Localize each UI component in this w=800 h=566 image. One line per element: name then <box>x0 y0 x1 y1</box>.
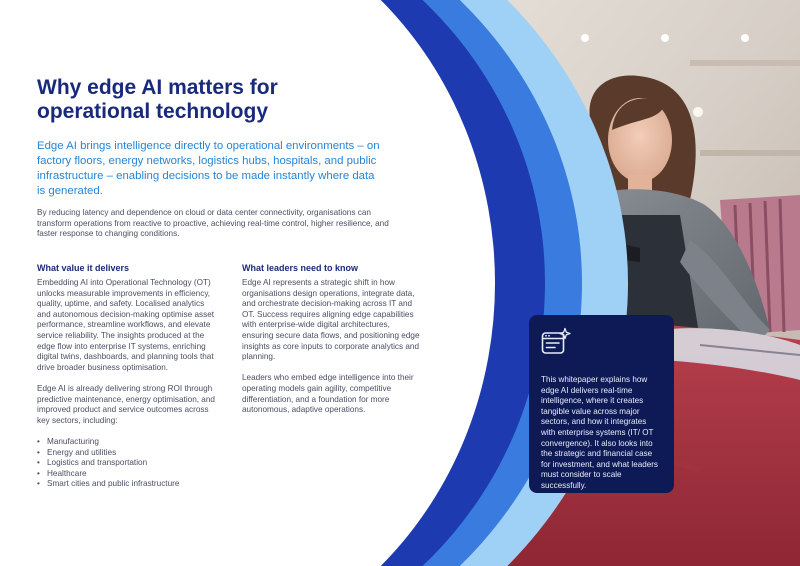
list-item: • Smart cities and public infrastructure <box>37 479 220 490</box>
leaders-paragraph-2: Leaders who embed edge intelligence into their operating models gain agility, competitive differentiation, and a foundation for more autonomous, adaptive operations. <box>242 373 414 415</box>
value-column <box>37 262 220 490</box>
value-heading: What value it delivers <box>37 263 130 273</box>
leaders-heading: What leaders need to know <box>242 263 359 273</box>
list-item: • Manufacturing <box>37 437 220 448</box>
callout-text: This whitepaper explains how edge AI delivers real-time intelligence, where it creates tangible value across major sectors, and how it integrates with enterprise systems (IT/ OT convergence). It also looks into the strategic and financial case for investment, and what leaders must consider to scale successfully. <box>541 375 658 490</box>
sector-list <box>37 437 220 490</box>
list-item: • Healthcare <box>37 469 220 480</box>
list-item: • Logistics and transportation <box>37 458 220 469</box>
lead-paragraph: Edge AI brings intelligence directly to operational environments – on factory floors, energy networks, logistics hubs, hospitals, and public infrastructure – enabling decisions to be made instantly where data is generated. <box>37 140 380 197</box>
callout-box <box>529 315 674 493</box>
value-paragraph-1: Embedding AI into Operational Technology (OT) unlocks measurable improvements in efficiency, quality, uptime, and safety. Localised analytics and autonomous decision-making optimise asset performance, streamline workflows, and elevate service reliability. The insights produced at the edge flow into enterprise IT systems, enriching digital twins, dashboards, and planning tools that drive broader business optimisation. <box>37 278 215 372</box>
page-title: Why edge AI matters for operational technology <box>37 76 278 123</box>
browser-sparkle-icon <box>541 327 571 357</box>
leaders-paragraph-1: Edge AI represents a strategic shift in how organisations design operations, integrate data, and orchestrate decision-making across IT and OT. Success requires aligning edge capabilities with enterprise-wide digital architectures, ensuring secure data flows, and positioning edge insights as core inputs to corporate analytics and planning. <box>242 278 420 362</box>
leaders-column <box>242 262 422 426</box>
intro-paragraph: By reducing latency and dependence on cloud or data center connectivity, organisations can transform operations from reactive to proactive, achieving real-time control, higher resilience, and faster response to changing conditions. <box>37 208 389 239</box>
value-paragraph-2: Edge AI is already delivering strong ROI through predictive maintenance, energy optimisation, and improved product and service outcomes across key sectors, including: <box>37 383 215 425</box>
list-item: • Energy and utilities <box>37 448 220 459</box>
